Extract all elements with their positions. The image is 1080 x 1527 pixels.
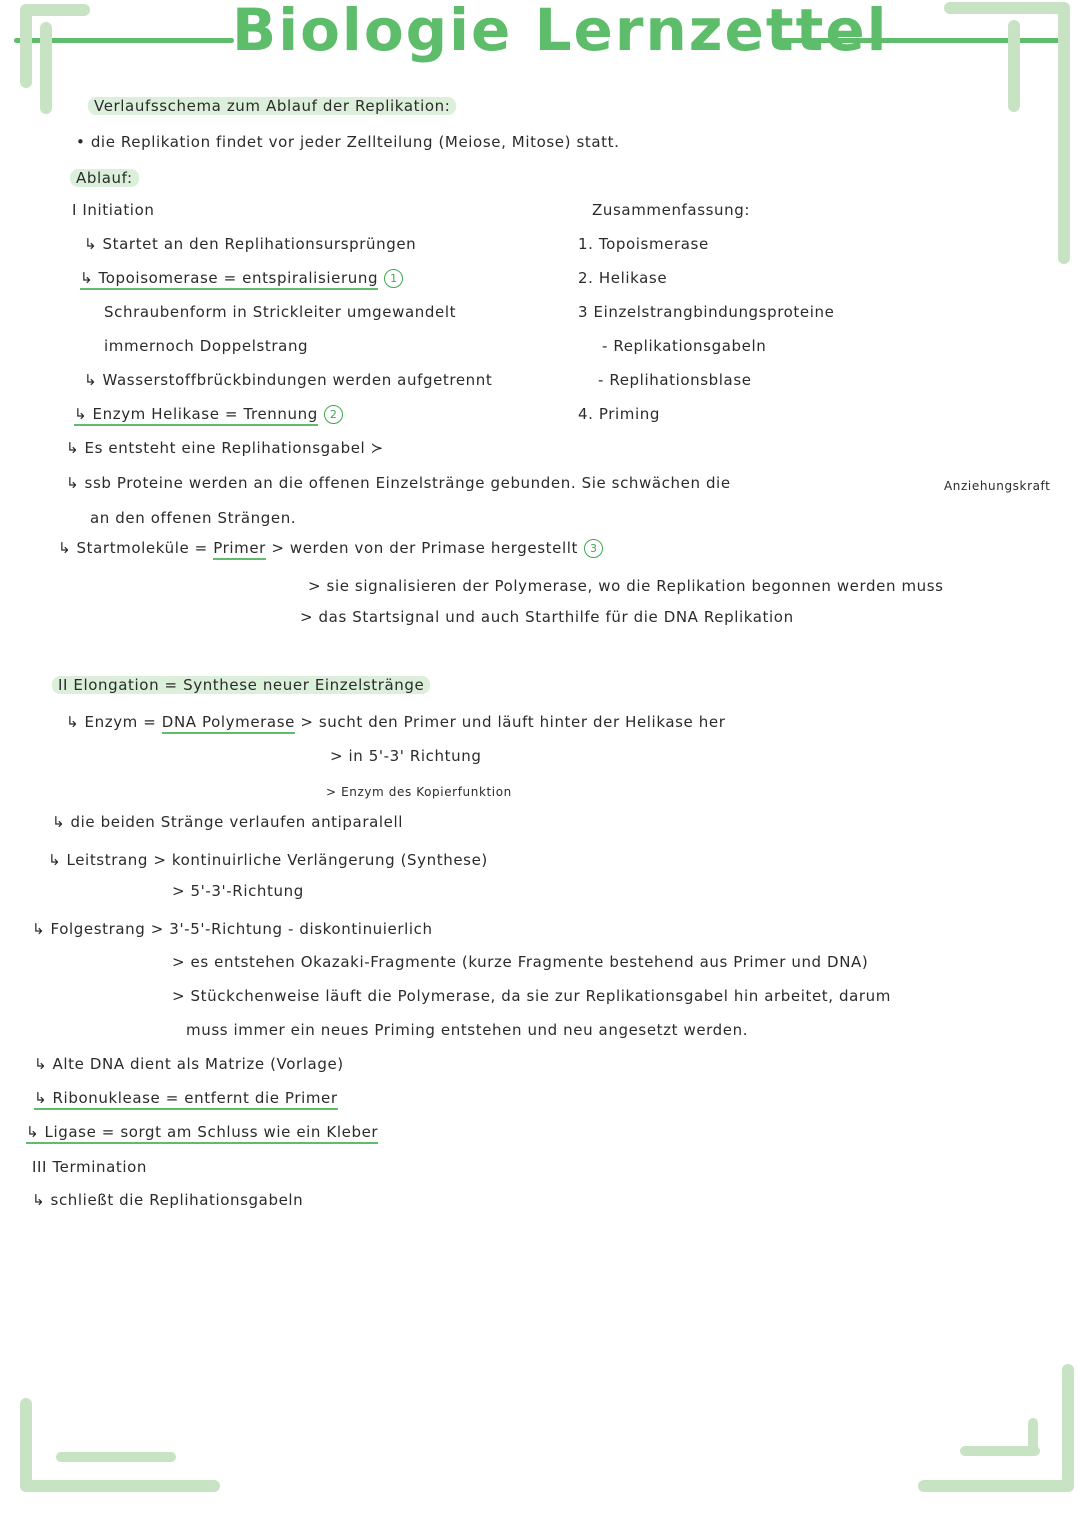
initiation-line-9: an den offenen Strängen.	[90, 509, 297, 527]
elongation-line-2: > in 5'-3' Richtung	[330, 747, 482, 765]
frame-bottom-left-vertical	[20, 1398, 32, 1492]
frame-top-right-vertical	[1058, 2, 1070, 264]
frame-top-right-inner	[1008, 20, 1020, 112]
dna-polymerase-term: DNA Polymerase	[162, 713, 295, 734]
elongation-line-7: ↳ Folgestrang > 3'-5'-Richtung - diskontinuierlich	[32, 920, 433, 938]
initiation-line-10-c: > werden von der Primase hergestellt	[271, 539, 578, 557]
step-number-1: 1	[384, 269, 403, 288]
elongation-line-8: > es entstehen Okazaki-Fragmente (kurze Fragmente bestehend aus Primer und DNA)	[172, 953, 869, 971]
heading-line	[88, 96, 456, 116]
ablauf-text: Ablauf:	[70, 169, 139, 187]
initiation-line-2	[80, 268, 403, 288]
initiation-line-1: ↳ Startet an den Replihationsursprüngen	[84, 235, 417, 253]
summary-item-3: 3 Einzelstrangbindungsproteine	[578, 303, 835, 321]
initiation-line-6-text: ↳ Enzym Helikase = Trennung	[74, 405, 318, 426]
frame-bottom-left-bar	[20, 1480, 220, 1492]
initiation-line-8: ↳ ssb Proteine werden an die offenen Einzelstränge gebunden. Sie schwächen die	[66, 474, 731, 492]
frame-bottom-left-inner	[56, 1452, 176, 1462]
frame-top-left-vertical	[20, 4, 32, 88]
elongation-line-12-text: ↳ Ribonuklease = entfernt die Primer	[34, 1089, 338, 1110]
step-number-3: 3	[584, 539, 603, 558]
initiation-line-6	[74, 404, 343, 424]
step-number-2: 2	[324, 405, 343, 424]
elongation-line-1-c: > sucht den Primer und läuft hinter der Helikase her	[300, 713, 726, 731]
heading-text: Verlaufsschema zum Ablauf der Replikation:	[88, 97, 456, 115]
summary-title: Zusammenfassung:	[592, 201, 751, 219]
ablauf-label	[70, 168, 139, 188]
elongation-line-6: > 5'-3'-Richtung	[172, 882, 304, 900]
initiation-line-7: ↳ Es entsteht eine Replihationsgabel ≻	[66, 439, 384, 457]
summary-item-3b: - Replihationsblase	[598, 371, 752, 389]
intro-line: • die Replikation findet vor jeder Zellteilung (Meiose, Mitose) statt.	[76, 133, 620, 151]
frame-bottom-right-bar	[918, 1480, 1074, 1492]
initiation-title: I Initiation	[72, 201, 155, 219]
initiation-line-5: ↳ Wasserstoffbrückbindungen werden aufgetrennt	[84, 371, 493, 389]
initiation-line-8-end: Anziehungskraft	[944, 479, 1051, 493]
summary-item-3a: - Replikationsgabeln	[602, 337, 767, 355]
elongation-line-3: > Enzym des Kopierfunktion	[326, 785, 512, 799]
elongation-line-13	[26, 1122, 378, 1142]
summary-item-1: 1. Topoismerase	[578, 235, 709, 253]
elongation-line-1	[66, 712, 725, 732]
initiation-line-12: > das Startsignal und auch Starthilfe für die DNA Replikation	[300, 608, 794, 626]
initiation-line-10-a: ↳ Startmoleküle =	[58, 539, 208, 557]
primer-term: Primer	[213, 539, 266, 560]
initiation-line-4: immernoch Doppelstrang	[104, 337, 309, 355]
frame-top-right-bar	[944, 2, 1070, 14]
elongation-line-5: ↳ Leitstrang > kontinuirliche Verlängerung (Synthese)	[48, 851, 488, 869]
elongation-line-1-a: ↳ Enzym =	[66, 713, 157, 731]
frame-top-left-inner	[40, 22, 52, 114]
initiation-line-2-text: ↳ Topoisomerase = entspiralisierung	[80, 269, 378, 290]
page-title: Biologie Lernzettel	[232, 0, 889, 64]
summary-item-2: 2. Helikase	[578, 269, 668, 287]
initiation-line-3: Schraubenform in Strickleiter umgewandelt	[104, 303, 457, 321]
elongation-line-10: muss immer ein neues Priming entstehen und neu angesetzt werden.	[186, 1021, 749, 1039]
elongation-line-9: > Stückchenweise läuft die Polymerase, da sie zur Replikationsgabel hin arbeitet, darum	[172, 987, 891, 1005]
elongation-line-13-text: ↳ Ligase = sorgt am Schluss wie ein Kleber	[26, 1123, 378, 1144]
elongation-line-12	[34, 1088, 338, 1108]
elongation-title-text: II Elongation = Synthese neuer Einzelstränge	[52, 676, 430, 694]
initiation-line-11: > sie signalisieren der Polymerase, wo die Replikation begonnen werden muss	[308, 577, 944, 595]
elongation-title	[52, 675, 430, 695]
elongation-line-4: ↳ die beiden Stränge verlaufen antiparalell	[52, 813, 404, 831]
frame-bottom-right-vertical	[1062, 1364, 1074, 1492]
termination-line-1: ↳ schließt die Replihationsgabeln	[32, 1191, 304, 1209]
initiation-line-10	[58, 538, 603, 558]
elongation-line-11: ↳ Alte DNA dient als Matrize (Vorlage)	[34, 1055, 344, 1073]
frame-top-left-bar	[20, 4, 90, 16]
termination-title: III Termination	[32, 1158, 147, 1176]
frame-bottom-right-hook	[1028, 1418, 1038, 1456]
summary-item-4: 4. Priming	[578, 405, 661, 423]
